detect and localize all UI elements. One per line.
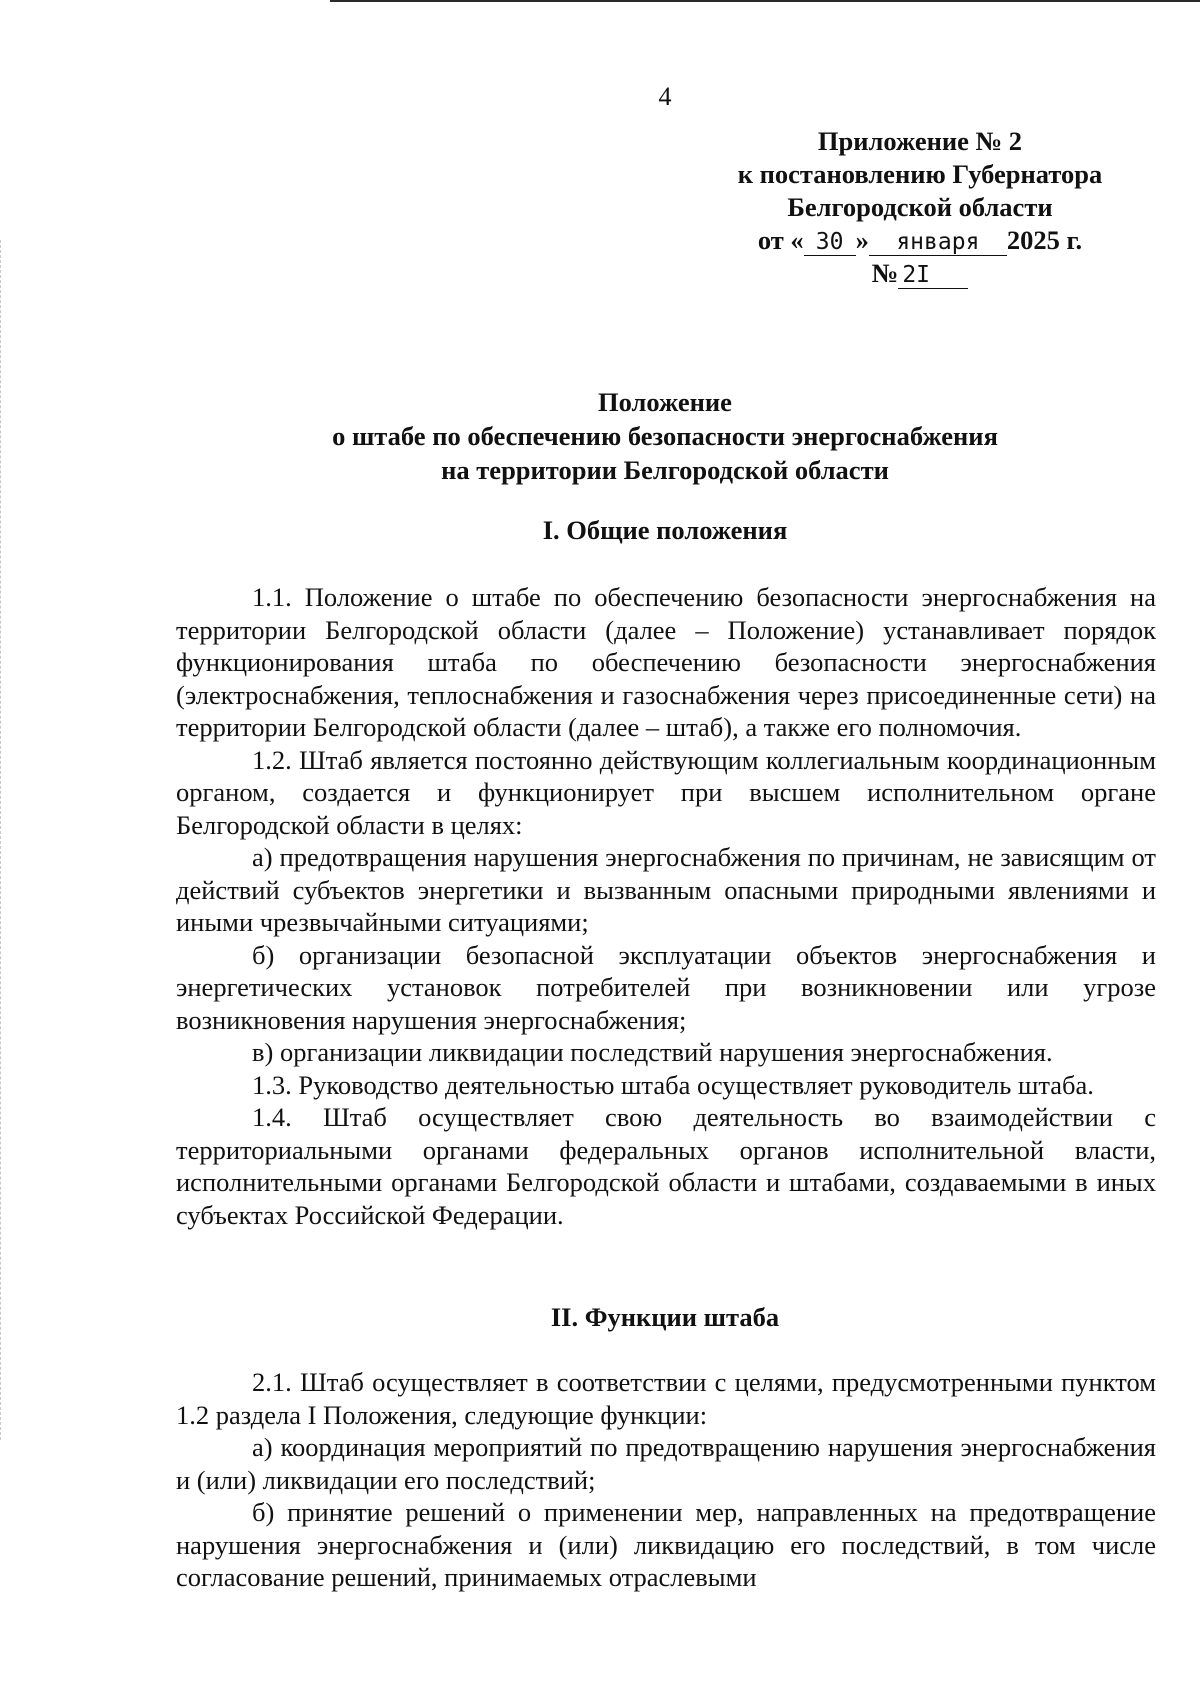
date-prefix: от « — [757, 225, 804, 255]
appendix-line-1: Приложение № 2 — [817, 126, 1023, 156]
paragraph-1-4: 1.4. Штаб осуществляет свою деятельность во взаимодействии с территориальными органами федеральных органов исполнительной власти, исполнительными органами Белгородской области и штабами, создаваемыми в иных субъектах Российской Федерации. — [176, 1102, 1156, 1230]
paragraph-2-1-a: а) координация мероприятий по предотвращению нарушения энергоснабжения и (или) ликвидации его последствий; — [176, 1432, 1156, 1495]
section-2-body — [176, 1366, 1156, 1594]
paragraph-1-2: 1.2. Штаб является постоянно действующим коллегиальным координационным органом, создается и функционирует при высшем исполнительном органе Белгородской области в целях: — [176, 744, 1156, 840]
appendix-date-line — [720, 224, 1120, 257]
section-1-body — [176, 581, 1156, 1231]
number-prefix: № — [871, 258, 899, 288]
paragraph-2-1-b: б) принятие решений о применении мер, направленных на предотвращение нарушения энергоснабжения и (или) ликвидацию его последствий, в том числе согласование решений, принимаемых отраслевыми — [176, 1497, 1156, 1592]
paragraph-2-1: 2.1. Штаб осуществляет в соответствии с целями, предусмотренными пунктом 1.2 раздела I Положения, следующие функции: — [176, 1367, 1156, 1430]
date-year: 2025 г. — [1006, 225, 1083, 255]
title-line-2: о штабе по обеспечению безопасности энергоснабжения — [332, 421, 998, 451]
title-line-3: на территории Белгородской области — [441, 455, 889, 485]
section-2-heading: II. Функции штаба — [550, 1302, 780, 1332]
paragraph-1-2-a: а) предотвращения нарушения энергоснабжения по причинам, не зависящим от действий субъектов энергетики и вызванным опасными природными явлениями и иными чрезвычайными ситуациями; — [176, 842, 1156, 937]
page-number: 4 — [658, 82, 672, 111]
paragraph-1-2-v: в) организации ликвидации последствий нарушения энергоснабжения. — [252, 1037, 1053, 1067]
appendix-header — [720, 125, 1120, 290]
title-line-1: Положение — [598, 387, 732, 417]
date-mid: » — [855, 225, 869, 255]
paragraph-1-3: 1.3. Руководство деятельностью штаба осуществляет руководитель штаба. — [252, 1069, 1094, 1100]
section-1-heading: I. Общие положения — [542, 515, 788, 545]
paragraph-1-1: 1.1. Положение о штабе по обеспечению безопасности энергоснабжения на территории Белгородской области (далее – Положение) устанавливает порядок функционирования штаба по обеспечению безопасности энергоснабжения (электроснабжения, теплоснабжения и газоснабжения через присоединенные сети) на территории Белгородской области (далее – штаб), а также его полномочия. — [176, 582, 1156, 742]
appendix-line-2: к постановлению Губернатора — [737, 159, 1103, 189]
date-day-handwritten: 30 — [804, 229, 856, 256]
document-title — [170, 385, 1160, 487]
top-border-line — [330, 0, 1200, 2]
paragraph-1-2-b: б) организации безопасной эксплуатации объектов энергоснабжения и энергетических установок потребителей при возникновении или угрозе возникновения нарушения энергоснабжения; — [176, 939, 1156, 1035]
scan-left-edge — [0, 240, 2, 1440]
appendix-number-line — [720, 257, 1120, 290]
date-month-handwritten: января — [869, 229, 1007, 256]
appendix-line-3: Белгородской области — [787, 192, 1053, 222]
number-handwritten: 2I — [898, 262, 968, 289]
